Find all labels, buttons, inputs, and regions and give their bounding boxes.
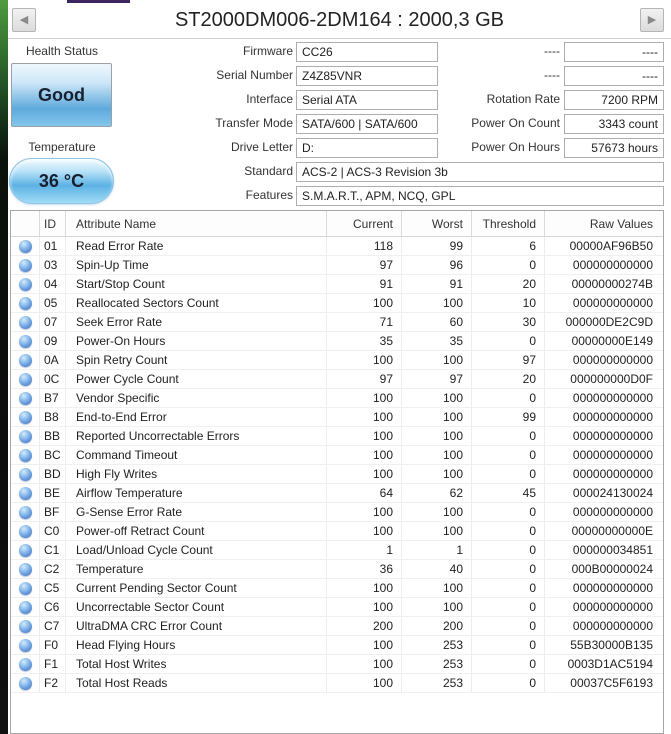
cell-raw-values: 000000000000 [544,256,663,274]
cell-worst: 100 [401,389,471,407]
cell-threshold: 6 [471,237,544,255]
field-value-box: S.M.A.R.T., APM, NCQ, GPL [296,186,664,206]
field-row [0,42,671,62]
cell-threshold: 0 [471,598,544,616]
left-arrow-icon: ◀ [19,14,29,26]
cell-id: F0 [39,636,65,654]
cell-attribute-name: End-to-End Error [65,408,326,426]
field-label: ---- [544,44,560,58]
health-status-orb-icon [19,278,32,291]
drive-title: ST2000DM006-2DM164 : 2000,3 GB [174,9,505,31]
cell-current: 100 [326,465,401,483]
column-header-attribute: Attribute Name [65,211,326,236]
table-row[interactable] [11,579,663,598]
cell-threshold: 20 [471,275,544,293]
cell-id: 01 [39,237,65,255]
cell-raw-values: 000000000000 [544,503,663,521]
cell-worst: 60 [401,313,471,331]
status-cell [11,313,39,331]
health-status-orb-icon [19,677,32,690]
cell-attribute-name: Load/Unload Cycle Count [65,541,326,559]
cell-id: C6 [39,598,65,616]
cell-attribute-name: Power-off Retract Count [65,522,326,540]
cell-id: BB [39,427,65,445]
status-cell [11,370,39,388]
cell-attribute-name: Spin-Up Time [65,256,326,274]
field-value-box: D: [296,138,438,158]
cell-threshold: 20 [471,370,544,388]
status-cell [11,560,39,578]
cell-raw-values: 00000AF96B50 [544,237,663,255]
cell-current: 100 [326,598,401,616]
status-cell [11,674,39,692]
table-row[interactable] [11,275,663,294]
cell-worst: 100 [401,427,471,445]
column-header-raw: Raw Values [544,211,663,236]
cell-worst: 100 [401,598,471,616]
health-status-orb-icon [19,335,32,348]
field-value-box: 57673 hours [564,138,664,158]
previous-disk-button[interactable] [12,8,36,32]
field-value-box: Z4Z85VNR [296,66,438,86]
field-row [0,186,671,206]
cell-id: BD [39,465,65,483]
cell-attribute-name: High Fly Writes [65,465,326,483]
table-row[interactable] [11,427,663,446]
status-cell [11,389,39,407]
right-arrow-icon: ▶ [647,14,657,26]
health-status-orb-icon [19,316,32,329]
table-row[interactable] [11,256,663,275]
cell-raw-values: 000024130024 [544,484,663,502]
cell-raw-values: 000000000D0F [544,370,663,388]
cell-attribute-name: Power Cycle Count [65,370,326,388]
health-status-orb-icon [19,297,32,310]
cell-current: 100 [326,389,401,407]
field-label: Features [245,188,293,202]
cell-attribute-name: Read Error Rate [65,237,326,255]
health-status-orb-icon [19,449,32,462]
status-cell [11,636,39,654]
health-status-orb-icon [19,601,32,614]
cell-threshold: 0 [471,427,544,445]
health-status-orb-icon [19,544,32,557]
cell-threshold: 0 [471,465,544,483]
health-status-orb-icon [19,411,32,424]
field-label: ---- [544,68,560,82]
cell-raw-values: 000000000000 [544,579,663,597]
cell-threshold: 0 [471,389,544,407]
field-label: Power On Count [471,116,560,130]
cell-attribute-name: Reallocated Sectors Count [65,294,326,312]
status-cell [11,617,39,635]
field-label: Firmware [243,44,293,58]
cell-raw-values: 000000000000 [544,389,663,407]
cell-id: 0C [39,370,65,388]
health-status-orb-icon [19,506,32,519]
table-row[interactable] [11,446,663,465]
cell-threshold: 0 [471,579,544,597]
table-row[interactable] [11,351,663,370]
table-row[interactable] [11,522,663,541]
smart-attribute-table [10,210,664,734]
table-row[interactable] [11,636,663,655]
cell-current: 100 [326,503,401,521]
cell-worst: 96 [401,256,471,274]
field-row [0,138,671,158]
status-cell [11,446,39,464]
table-row[interactable] [11,370,663,389]
cell-current: 100 [326,427,401,445]
cell-current: 36 [326,560,401,578]
cell-id: 09 [39,332,65,350]
field-value-box: ---- [564,66,664,86]
cell-attribute-name: Start/Stop Count [65,275,326,293]
cell-id: C1 [39,541,65,559]
cell-current: 200 [326,617,401,635]
cell-id: C7 [39,617,65,635]
cell-raw-values: 000000000000 [544,294,663,312]
status-cell [11,408,39,426]
cell-worst: 253 [401,655,471,673]
next-disk-button[interactable] [640,8,664,32]
status-cell [11,484,39,502]
status-column-header [11,211,39,236]
field-label: Drive Letter [230,140,293,154]
cell-attribute-name: Spin Retry Count [65,351,326,369]
cell-current: 100 [326,408,401,426]
health-status-orb-icon [19,658,32,671]
field-row [0,66,671,86]
table-row[interactable] [11,389,663,408]
status-cell [11,465,39,483]
status-cell [11,237,39,255]
health-status-orb-icon [19,240,32,253]
status-cell [11,351,39,369]
table-header-row [11,211,663,237]
top-purple-accent [67,0,130,3]
cell-attribute-name: Current Pending Sector Count [65,579,326,597]
health-status-orb-icon [19,468,32,481]
cell-threshold: 0 [471,541,544,559]
cell-threshold: 0 [471,636,544,654]
table-row[interactable] [11,655,663,674]
health-status-orb-icon [19,487,32,500]
cell-id: F2 [39,674,65,692]
cell-attribute-name: Vendor Specific [65,389,326,407]
cell-current: 100 [326,674,401,692]
column-header-threshold: Threshold [471,211,544,236]
cell-attribute-name: Head Flying Hours [65,636,326,654]
column-header-worst: Worst [401,211,471,236]
cell-threshold: 45 [471,484,544,502]
cell-threshold: 0 [471,655,544,673]
status-cell [11,332,39,350]
cell-id: BC [39,446,65,464]
table-row[interactable] [11,465,663,484]
cell-id: C5 [39,579,65,597]
status-cell [11,579,39,597]
cell-attribute-name: Total Host Reads [65,674,326,692]
cell-id: B7 [39,389,65,407]
cell-worst: 200 [401,617,471,635]
cell-worst: 100 [401,294,471,312]
field-label: Power On Hours [471,140,560,154]
cell-attribute-name: G-Sense Error Rate [65,503,326,521]
health-status-orb-icon [19,392,32,405]
cell-id: BE [39,484,65,502]
column-header-current: Current [326,211,401,236]
drive-title-bar [8,4,671,37]
table-row[interactable] [11,313,663,332]
field-label: Rotation Rate [486,92,560,106]
cell-threshold: 0 [471,522,544,540]
cell-id: 03 [39,256,65,274]
status-cell [11,256,39,274]
cell-raw-values: 00000000274B [544,275,663,293]
table-row[interactable] [11,237,663,256]
status-cell [11,522,39,540]
cell-threshold: 99 [471,408,544,426]
cell-worst: 100 [401,351,471,369]
cell-threshold: 0 [471,617,544,635]
cell-threshold: 0 [471,560,544,578]
cell-id: 0A [39,351,65,369]
cell-worst: 100 [401,465,471,483]
table-row[interactable] [11,674,663,693]
field-label: Serial Number [216,68,293,82]
cell-threshold: 30 [471,313,544,331]
field-value-box: 7200 RPM [564,90,664,110]
health-status-orb-icon [19,582,32,595]
cell-raw-values: 00000000E149 [544,332,663,350]
cell-current: 1 [326,541,401,559]
cell-id: 04 [39,275,65,293]
cell-threshold: 0 [471,674,544,692]
cell-raw-values: 000000000000 [544,427,663,445]
cell-raw-values: 000000000000 [544,408,663,426]
table-row[interactable] [11,484,663,503]
health-status-orb-icon [19,563,32,576]
cell-threshold: 0 [471,256,544,274]
table-row[interactable] [11,560,663,579]
cell-current: 100 [326,522,401,540]
cell-worst: 35 [401,332,471,350]
cell-worst: 253 [401,674,471,692]
cell-raw-values: 000000000000 [544,598,663,616]
field-value-box: CC26 [296,42,438,62]
status-cell [11,655,39,673]
cell-worst: 40 [401,560,471,578]
status-cell [11,427,39,445]
health-status-orb-icon [19,430,32,443]
cell-attribute-name: UltraDMA CRC Error Count [65,617,326,635]
cell-current: 118 [326,237,401,255]
cell-id: 07 [39,313,65,331]
cell-id: C0 [39,522,65,540]
field-label: Interface [246,92,293,106]
cell-current: 100 [326,579,401,597]
cell-current: 64 [326,484,401,502]
health-status-orb-icon [19,525,32,538]
cell-id: 05 [39,294,65,312]
cell-current: 91 [326,275,401,293]
field-value-box: ACS-2 | ACS-3 Revision 3b [296,162,664,182]
cell-worst: 99 [401,237,471,255]
health-status-value: Good [38,84,85,105]
cell-current: 97 [326,256,401,274]
cell-worst: 100 [401,522,471,540]
field-value-box: Serial ATA [296,90,438,110]
cell-current: 100 [326,294,401,312]
health-status-label: Health Status [25,44,99,58]
table-body [11,237,663,693]
status-cell [11,503,39,521]
cell-id: C2 [39,560,65,578]
cell-raw-values: 000000000000 [544,351,663,369]
field-value-box: 3343 count [564,114,664,134]
cell-id: B8 [39,408,65,426]
cell-worst: 1 [401,541,471,559]
title-separator [8,38,671,39]
cell-worst: 62 [401,484,471,502]
cell-attribute-name: Command Timeout [65,446,326,464]
cell-threshold: 10 [471,294,544,312]
health-status-orb-icon [19,620,32,633]
cell-current: 71 [326,313,401,331]
field-row [0,90,671,110]
field-label: Transfer Mode [215,116,293,130]
cell-worst: 91 [401,275,471,293]
cell-threshold: 0 [471,503,544,521]
temperature-value: 36 °C [38,170,85,191]
cell-raw-values: 000000DE2C9D [544,313,663,331]
field-value-box: SATA/600 | SATA/600 [296,114,438,134]
cell-id: BF [39,503,65,521]
health-status-orb-icon [19,373,32,386]
cell-attribute-name: Seek Error Rate [65,313,326,331]
cell-raw-values: 0003D1AC5194 [544,655,663,673]
cell-current: 100 [326,655,401,673]
temperature-label: Temperature [28,140,96,154]
cell-current: 100 [326,446,401,464]
cell-worst: 100 [401,408,471,426]
cell-current: 100 [326,636,401,654]
field-row [0,114,671,134]
cell-current: 35 [326,332,401,350]
table-row[interactable] [11,332,663,351]
cell-worst: 97 [401,370,471,388]
cell-worst: 100 [401,579,471,597]
status-cell [11,275,39,293]
cell-attribute-name: Uncorrectable Sector Count [65,598,326,616]
cell-raw-values: 000000000000 [544,465,663,483]
field-label: Standard [244,164,293,178]
field-row [0,162,671,182]
cell-attribute-name: Temperature [65,560,326,578]
cell-raw-values: 00037C5F6193 [544,674,663,692]
cell-worst: 100 [401,446,471,464]
column-header-id: ID [39,211,65,236]
cell-raw-values: 00000000000E [544,522,663,540]
cell-current: 97 [326,370,401,388]
table-row[interactable] [11,408,663,427]
table-row[interactable] [11,617,663,636]
table-row[interactable] [11,294,663,313]
cell-threshold: 97 [471,351,544,369]
status-cell [11,541,39,559]
table-row[interactable] [11,598,663,617]
status-cell [11,598,39,616]
cell-raw-values: 000B00000024 [544,560,663,578]
cell-worst: 253 [401,636,471,654]
cell-raw-values: 000000000000 [544,617,663,635]
cell-threshold: 0 [471,332,544,350]
status-cell [11,294,39,312]
table-row[interactable] [11,541,663,560]
field-value-box: ---- [564,42,664,62]
cell-threshold: 0 [471,446,544,464]
health-status-orb-icon [19,259,32,272]
cell-attribute-name: Power-On Hours [65,332,326,350]
background-window-edge [0,0,8,734]
cell-id: F1 [39,655,65,673]
cell-attribute-name: Reported Uncorrectable Errors [65,427,326,445]
health-status-orb-icon [19,354,32,367]
table-row[interactable] [11,503,663,522]
cell-attribute-name: Airflow Temperature [65,484,326,502]
cell-raw-values: 000000000000 [544,446,663,464]
cell-raw-values: 55B30000B135 [544,636,663,654]
cell-attribute-name: Total Host Writes [65,655,326,673]
cell-worst: 100 [401,503,471,521]
cell-raw-values: 000000034851 [544,541,663,559]
cell-current: 100 [326,351,401,369]
health-status-orb-icon [19,639,32,652]
